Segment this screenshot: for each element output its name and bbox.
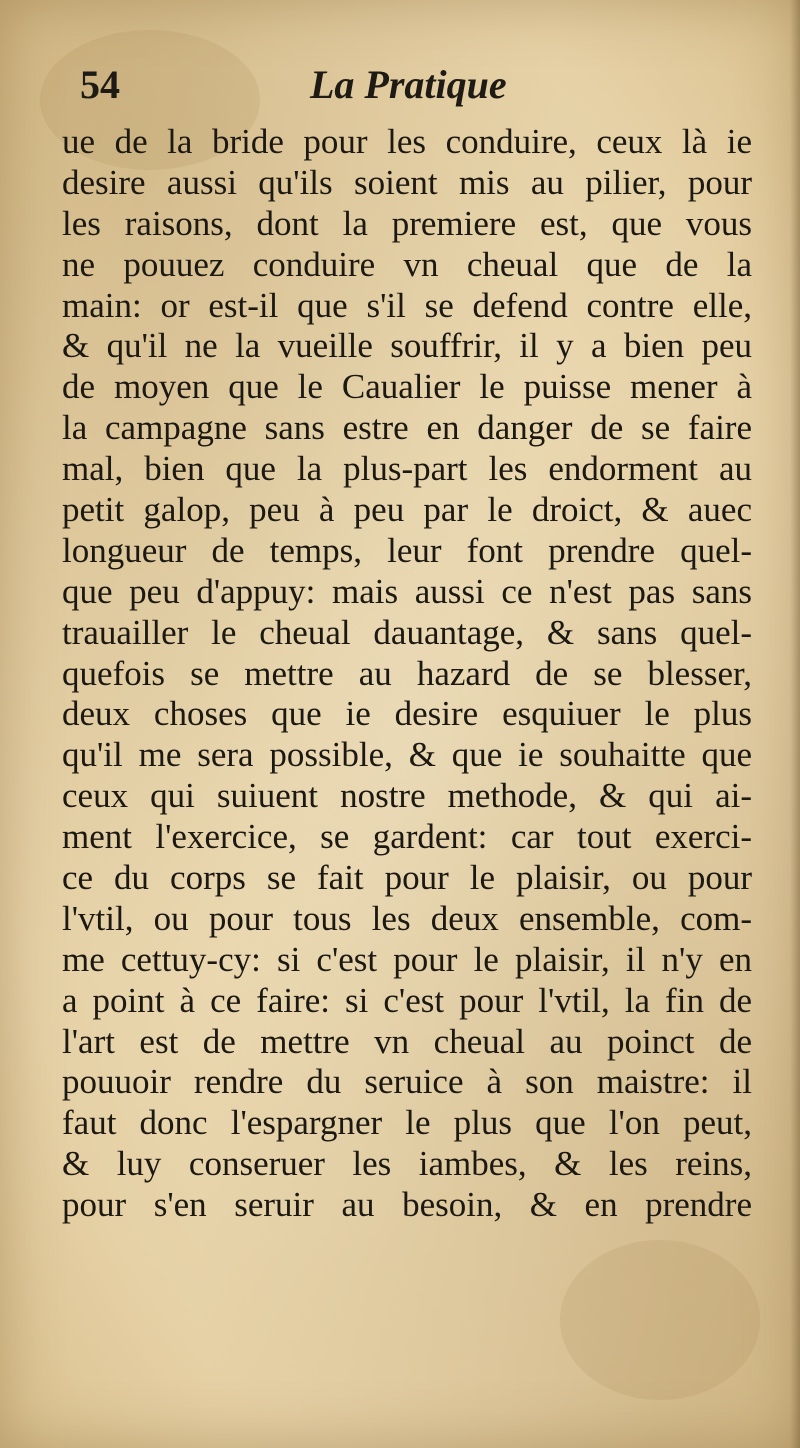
text-line: main: or est-il que s'il se defend contre elle, <box>62 285 752 325</box>
text-line: ne pouuez conduire vn cheual que de la <box>62 244 752 284</box>
page-header <box>0 58 800 118</box>
text-line: trauailler le cheual dauantage, & sans quel- <box>62 612 752 652</box>
text-line: a point à ce faire: si c'est pour l'vtil, la fin de <box>62 980 752 1020</box>
text-line: deux choses que ie desire esquiuer le plus <box>62 694 752 734</box>
page-edge-shadow <box>790 0 800 1448</box>
text-line: & luy conseruer les iambes, & les reins, <box>62 1144 752 1184</box>
running-title: La Pratique <box>310 62 507 107</box>
text-line: me cettuy-cy: si c'est pour le plaisir, il n'y en <box>62 939 752 979</box>
paper-stain <box>560 1240 760 1400</box>
text-line: longueur de temps, leur font prendre quel- <box>62 530 752 570</box>
text-line: de moyen que le Caualier le puisse mener à <box>62 367 752 407</box>
text-line: mal, bien que la plus-part les endorment au <box>62 449 752 489</box>
text-line: pour s'en seruir au besoin, & en prendre <box>62 1185 752 1225</box>
text-line: l'vtil, ou pour tous les deux ensemble, com- <box>62 898 752 938</box>
text-line: quefois se mettre au hazard de se blesser, <box>62 653 752 693</box>
text-line: petit galop, peu à peu par le droict, & auec <box>62 490 752 530</box>
text-line: l'art est de mettre vn cheual au poinct de <box>62 1021 752 1061</box>
text-line: ce du corps se fait pour le plaisir, ou pour <box>62 858 752 898</box>
body-text <box>62 122 752 1226</box>
text-line: les raisons, dont la premiere est, que vous <box>62 203 752 243</box>
text-line: que peu d'appuy: mais aussi ce n'est pas sans <box>62 571 752 611</box>
page-number: 54 <box>80 62 120 107</box>
text-line: ment l'exercice, se gardent: car tout exerci- <box>62 817 752 857</box>
text-line: pouuoir rendre du seruice à son maistre: il <box>62 1062 752 1102</box>
text-line: ceux qui suiuent nostre methode, & qui ai- <box>62 776 752 816</box>
text-line: faut donc l'espargner le plus que l'on peut, <box>62 1103 752 1143</box>
text-line: la campagne sans estre en danger de se faire <box>62 408 752 448</box>
text-line: qu'il me sera possible, & que ie souhaitte que <box>62 735 752 775</box>
text-line: desire aussi qu'ils soient mis au pilier, pour <box>62 162 752 202</box>
text-line: ue de la bride pour les conduire, ceux là ie <box>62 122 752 161</box>
text-line: & qu'il ne la vueille souffrir, il y a bien peu <box>62 326 752 366</box>
